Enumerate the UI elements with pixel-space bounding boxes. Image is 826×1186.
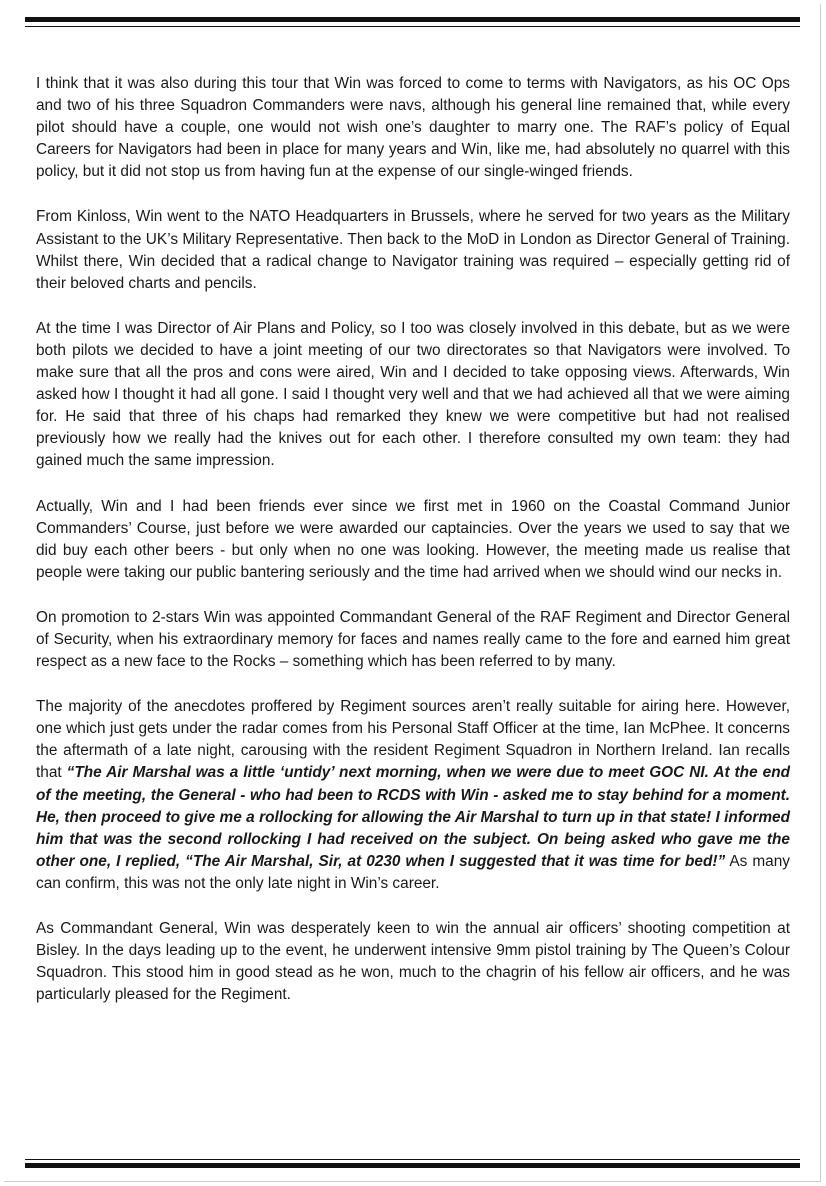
anecdote-tail: As many can confirm, this was not the only late night in Win’s career. xyxy=(36,852,790,892)
paragraph-navigators: I think that it was also during this tour that Win was forced to come to terms with Navigators, as his OC Ops and two of his three Squadron Commanders were navs, although his general line remained that, while every pilot should have a couple, one would not wish one’s daughter to marry one. The RAF’s policy of Equal Careers for Navigators had been in place for many years and Win, like me, had absolutely no quarrel with this policy, but it did not stop us from having fun at the expense of our single-winged friends. xyxy=(36,75,790,181)
paragraph-air-plans: At the time I was Director of Air Plans and Policy, so I too was closely involved in this debate, but as we were both pilots we decided to have a joint meeting of our two directorates so that Navigators were involved. To make sure that all the pros and cons were aired, Win and I decided to take opposing views. Afterwards, Win asked how I thought it had all gone. I said I thought very well and that we had achieved all that we were aiming for. He said that three of his chaps had remarked they knew we were competitive but had not realised previously how we really had the knives out for each other. I therefore consulted my own team: they had gained much the same impression. xyxy=(36,319,790,470)
paragraph-anecdote xyxy=(36,696,790,895)
header-rule-thin xyxy=(25,26,800,27)
header-rule-thick xyxy=(25,17,800,22)
footer-rule-thin xyxy=(25,1159,800,1160)
footer-rule-thick xyxy=(25,1163,800,1168)
anecdote-quote: “The Air Marshal was a little ‘untidy’ next morning, when we were due to meet GOC NI. At the end of the meeting, the General - who had been to RCDS with Win - asked me to stay behind for a moment. He, then proceed to give me a rollocking for allowing the Air Marshal to turn up in that state! I informed him that was the second rollocking I had received on the subject. On being asked who gave me the other one, I replied, “The Air Marshal, Sir, at 0230 when I suggested that it was time for bed!” xyxy=(36,764,790,870)
anecdote-lead: The majority of the anecdotes proffered by Regiment sources aren’t really suitable for airing here. However, one which just gets under the radar comes from his Personal Staff Officer at the time, Ian McPhee. It concerns the aftermath of a late night, carousing with the resident Regiment Squadron in Northern Ireland. Ian recalls that xyxy=(36,698,790,782)
document-body xyxy=(36,73,790,1006)
paragraph-bisley: As Commandant General, Win was desperately keen to win the annual air officers’ shooting competition at Bisley. In the days leading up to the event, he underwent intensive 9mm pistol training by The Queen’s Colour Squadron. This stood him in good stead as he won, much to the chagrin of his fellow air officers, and he was particularly pleased for the Regiment. xyxy=(36,920,790,1004)
paragraph-promotion: On promotion to 2-stars Win was appointed Commandant General of the RAF Regiment and Director General of Security, when his extraordinary memory for faces and names really came to the fore and earned him great respect as a new face to the Rocks – something which has been referred to by many. xyxy=(36,608,790,671)
paragraph-kinloss: From Kinloss, Win went to the NATO Headquarters in Brussels, where he served for two years as the Military Assistant to the UK’s Military Representative. Then back to the MoD in London as Director General of Training. Whilst there, Win decided that a radical change to Navigator training was required – especially getting rid of their beloved charts and pencils. xyxy=(36,208,790,292)
paragraph-friendship: Actually, Win and I had been friends ever since we first met in 1960 on the Coastal Command Junior Commanders’ Course, just before we were awarded our captaincies. Over the years we used to say that we did buy each other beers - but only when no one was looking. However, the meeting made us realise that people were taking our public bantering seriously and the time had arrived when we should wind our necks in. xyxy=(36,497,790,581)
